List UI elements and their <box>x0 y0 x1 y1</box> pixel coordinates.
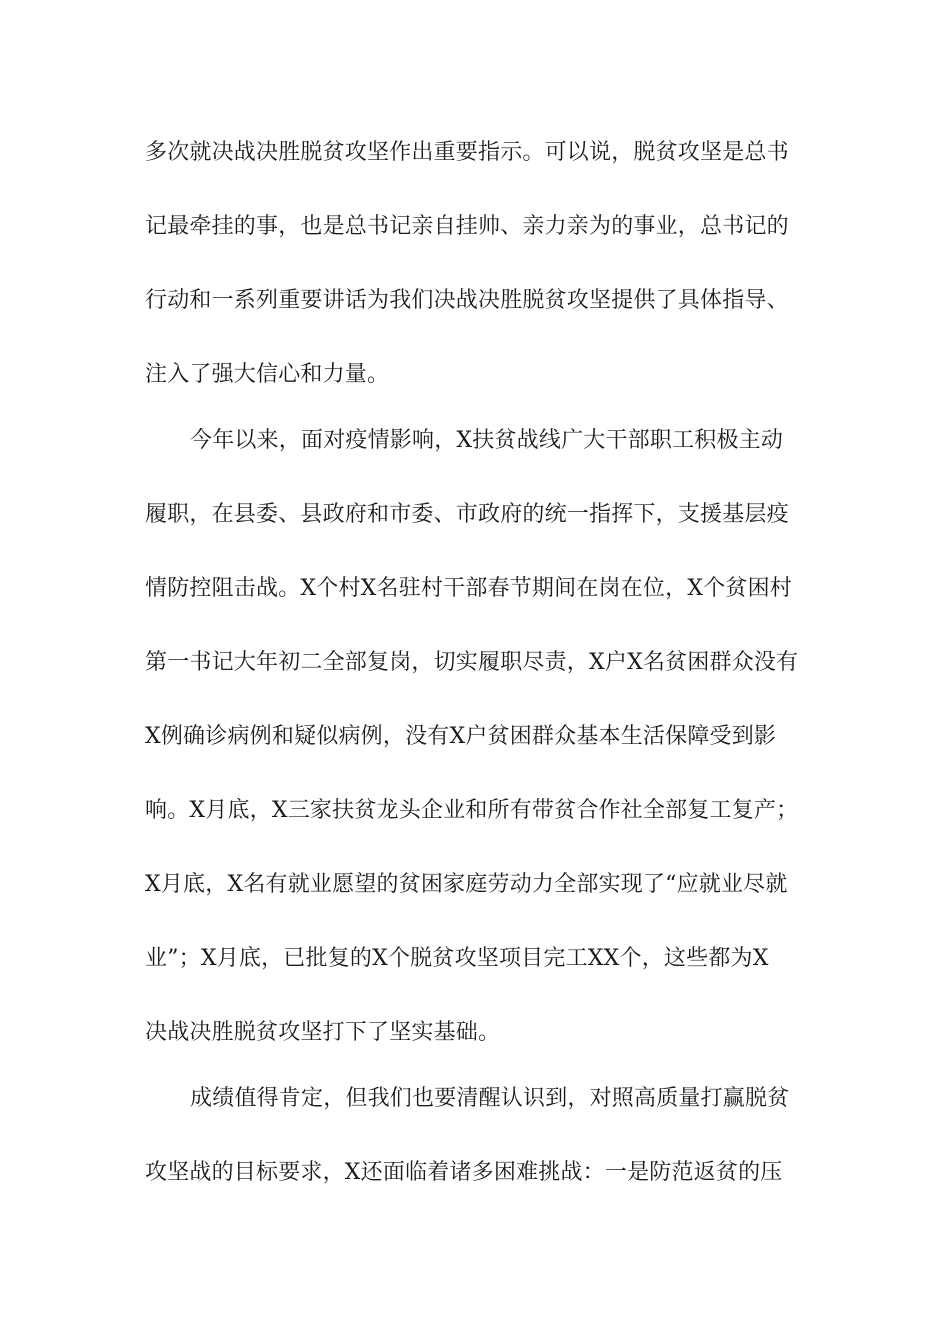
paragraph-2-line-1: 今年以来，面对疫情影响，X扶贫战线广大干部职工积极主动 <box>190 428 784 453</box>
text-line-8: 第一书记大年初二全部复岗，切实履职尽责，X户X名贫困群众没有 <box>145 650 799 675</box>
text-line-11: X月底，X名有就业愿望的贫困家庭劳动力全部实现了“应就业尽就 <box>145 872 788 897</box>
text-line-12: 业”；X月底，已批复的X个脱贫攻坚项目完工XX个，这些都为X <box>145 946 769 971</box>
text-line-7: 情防控阻击战。X个村X名驻村干部春节期间在岗在位，X个贫困村 <box>145 576 792 601</box>
text-line-2: 记最牵挂的事，也是总书记亲自挂帅、亲力亲为的事业，总书记的 <box>145 214 789 239</box>
text-line-4: 注入了强大信心和力量。 <box>145 362 390 387</box>
text-line-10: 响。X月底，X三家扶贫龙头企业和所有带贫合作社全部复工复产； <box>145 798 799 823</box>
text-line-6: 履职，在县委、县政府和市委、市政府的统一指挥下，支援基层疫 <box>145 502 789 527</box>
text-line-15: 攻坚战的目标要求，X还面临着诸多困难挑战：一是防范返贫的压 <box>145 1160 783 1185</box>
text-line-9: X例确诊病例和疑似病例，没有X户贫困群众基本生活保障受到影 <box>145 724 777 749</box>
text-line-3: 行动和一系列重要讲话为我们决战决胜脱贫攻坚提供了具体指导、 <box>145 288 789 313</box>
text-line-13: 决战决胜脱贫攻坚打下了坚实基础。 <box>145 1020 501 1045</box>
text-line-1: 多次就决战决胜脱贫攻坚作出重要指示。可以说，脱贫攻坚是总书 <box>145 140 789 165</box>
paragraph-3-line-1: 成绩值得肯定，但我们也要清醒认识到，对照高质量打赢脱贫 <box>190 1086 790 1111</box>
